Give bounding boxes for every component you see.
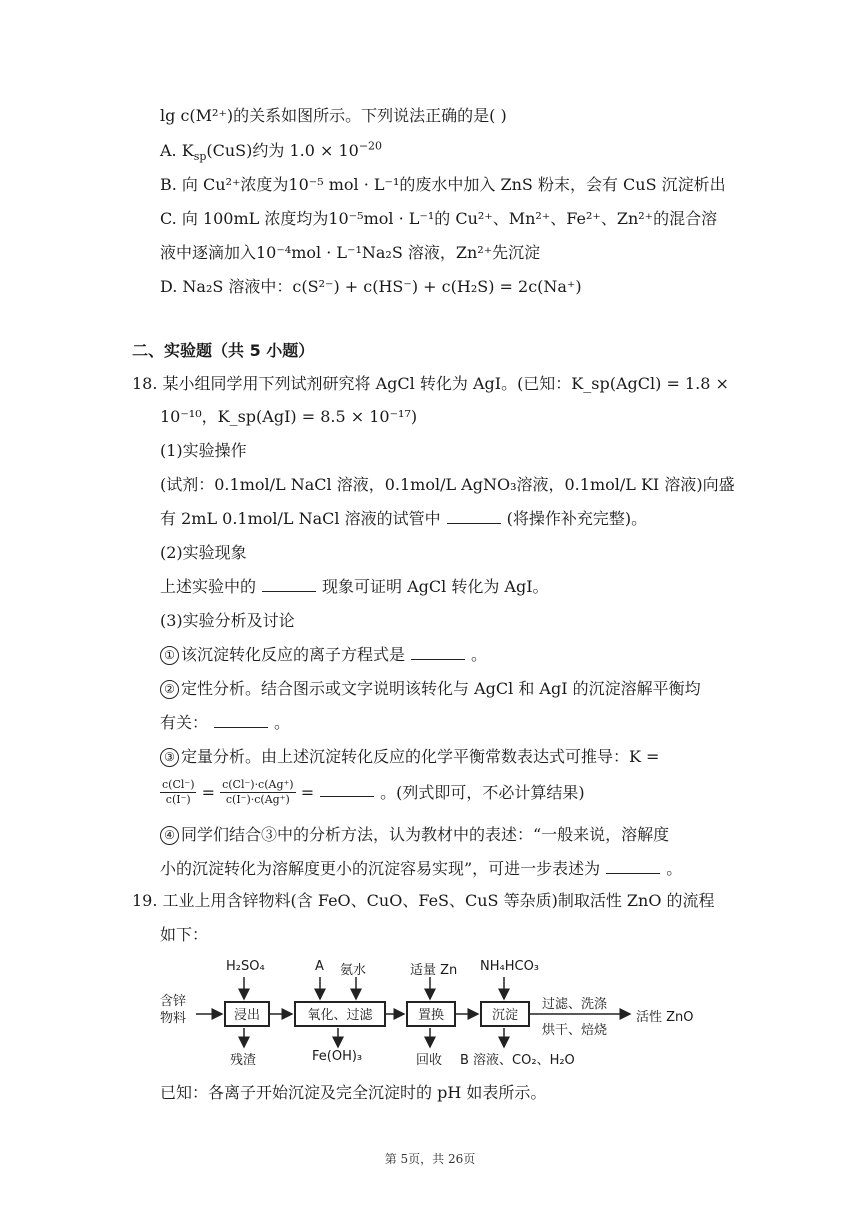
answer-blank[interactable] [214,712,268,728]
post-step-top: 过滤、洗涤 [542,997,608,1012]
flow-step-oxidize-filter: 氧化、过滤 [294,1001,386,1027]
flow-step-leaching: 浸出 [224,1001,270,1027]
q18-item-2: ② 定性分析。结合图示或文字说明该转化与 AgCl 和 AgI 的沉淀溶解平衡均 [160,678,701,700]
reagent-nh4hco3: NH₄HCO₃ [480,959,540,974]
q17-option-b: B. 向 Cu²⁺浓度为10⁻⁵ mol · L⁻¹的废水中加入 ZnS 粉末，会有 CuS 沉淀析出 [160,175,726,194]
section-heading: 二、实验题（共 5 小题） [132,341,315,360]
q18-sub2-heading: (2)实验现象 [160,543,247,562]
q18-item-4: ④ 同学们结合③中的分析方法，认为教材中的表述：“一般来说，溶解度 [160,824,669,846]
q17-option-d: D. Na₂S 溶液中：c(S²⁻) + c(HS⁻) + c(H₂S) = 2c(Na⁺) [160,277,582,296]
q17-option-c-cont: 液中逐滴加入10⁻⁴mol · L⁻¹Na₂S 溶液，Zn²⁺先沉淀 [160,243,541,262]
answer-blank[interactable] [262,576,316,592]
circled-number: ① [160,646,179,665]
circled-number: ③ [160,748,179,767]
output-residue: 残渣 [230,1053,257,1068]
output-feoh3: Fe(OH)₃ [312,1049,363,1064]
q18-sub1-heading: (1)实验操作 [160,441,247,460]
q17-option-a: A. $K_{sp}(CuS)$约为 $1.0 \times 10^{-20}$ [160,139,383,164]
answer-blank[interactable] [411,644,465,660]
reagent-ammonia: 氨水 [340,963,367,978]
process-flow-diagram [160,955,720,1075]
flow-input-label: 含锌 物料 [160,994,187,1026]
flow-step-precipitate: 沉淀 [480,1001,530,1027]
q19-stem: 19. 工业上用含锌物料(含 FeO、CuO、FeS、CuS 等杂质)制取活性 ZnO 的流程 [132,891,715,910]
q17-option-c: C. 向 100mL 浓度均为10⁻⁵mol · L⁻¹的 Cu²⁺、Mn²⁺、Fe²⁺、Zn²⁺的混合溶 [160,209,718,228]
reagent-zn: 适量 Zn [410,963,458,978]
q18-item-1: ① 该沉淀转化反应的离子方程式是 。 [160,644,487,666]
circled-number: ② [160,680,179,699]
flow-step-replace: 置换 [406,1001,456,1027]
post-step-bottom: 烘干、焙烧 [542,1023,608,1038]
q18-observation: 上述实验中的 现象可证明 AgCl 转化为 AgI。 [160,577,549,596]
q18-item-3: ③ 定量分析。由上述沉淀转化反应的化学平衡常数表达式可推导：K = [160,746,659,768]
q18-sub3-heading: (3)实验分析及讨论 [160,611,295,630]
q17-stem-tail: lg c(M²⁺)的关系如图所示。下列说法正确的是( ) [160,106,507,125]
circled-number: ④ [160,826,179,845]
answer-blank[interactable] [606,858,660,874]
output-b-solution: B 溶液、CO₂、H₂O [460,1053,575,1068]
reagent-h2so4: H₂SO₄ [226,959,265,974]
q18-item-2-cont: 有关： 。 [160,713,291,732]
q18-stem-cont: 10⁻¹⁰，K_sp(AgI) = 8.5 × 10⁻¹⁷) [160,407,418,426]
q18-stem: 18. 某小组同学用下列试剂研究将 AgCl 转化为 AgI。(已知：K_sp(AgCl) = 1.8 × [132,374,729,393]
output-recover: 回收 [416,1053,443,1068]
q18-reagents: (试剂：0.1mol/L NaCl 溶液，0.1mol/L AgNO₃溶液，0.1mol/L KI 溶液)向盛 [160,475,735,494]
q19-known: 已知：各离子开始沉淀及完全沉淀时的 pH 如表所示。 [160,1083,547,1102]
reagent-a: A [315,959,324,974]
q18-equilibrium-fraction: $\frac{c(Cl^-)}{c(I^-)}$ = $\frac{c(Cl^-)\cdot c(Ag^+)}{c(I^-)\cdot c(Ag^+)}$ = 。(列式即可，不必计算结果) [162,778,585,806]
answer-blank[interactable] [320,781,374,797]
page-footer: 第 5页，共 26页 [384,1152,476,1166]
answer-blank[interactable] [447,508,501,524]
q18-item-4-cont: 小的沉淀转化为溶解度更小的沉淀容易实现”，可进一步表述为 。 [160,859,683,878]
fraction: $\frac{c(Cl^-)\cdot c(Ag^+)}{c(I^-)\cdot c(Ag^+)}$ [222,778,294,806]
q18-reagents-cont: 有 2mL 0.1mol/L NaCl 溶液的试管中 (将操作补充完整)。 [160,509,648,528]
fraction: $\frac{c(Cl^-)}{c(I^-)}$ [162,778,195,806]
product-zno: 活性 ZnO [636,1010,694,1025]
q19-stem-cont: 如下： [160,925,209,944]
